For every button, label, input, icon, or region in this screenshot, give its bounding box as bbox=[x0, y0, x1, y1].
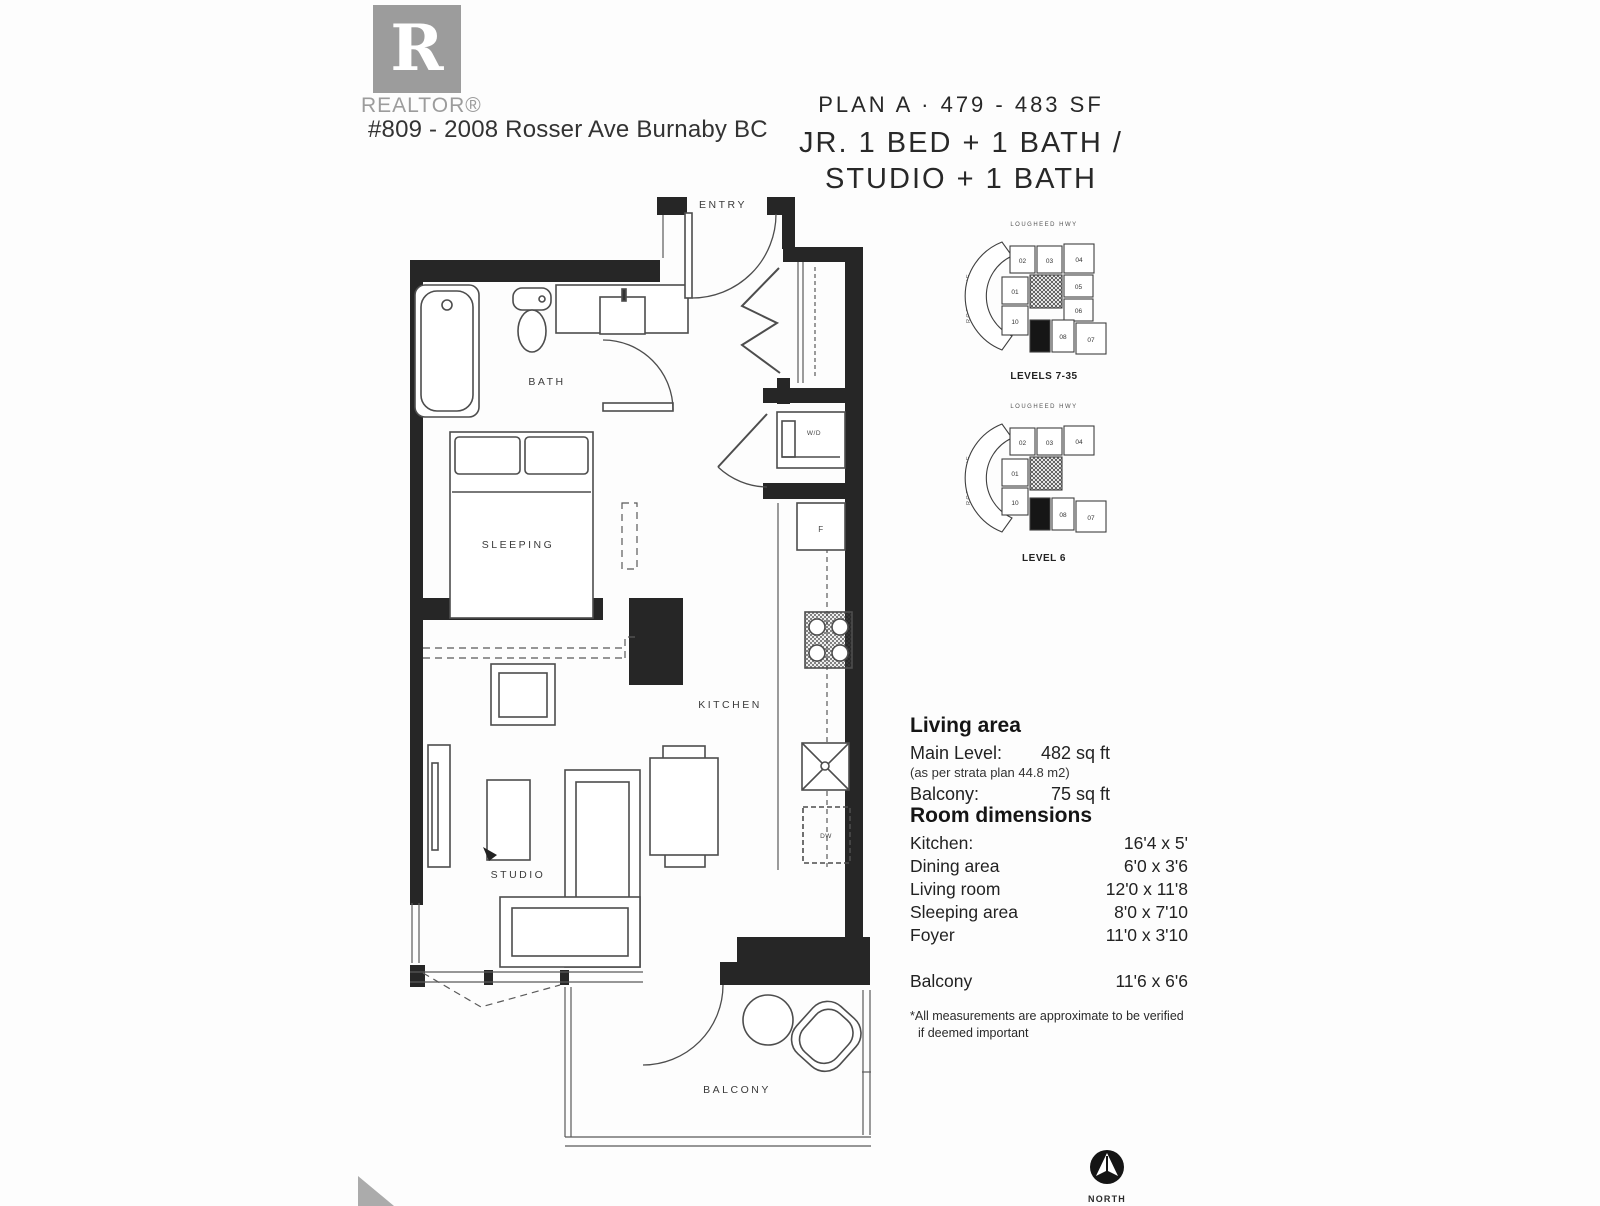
stove bbox=[805, 612, 852, 668]
bed bbox=[450, 432, 593, 618]
dishwasher-label: DW bbox=[820, 833, 832, 840]
building-outline bbox=[965, 424, 1106, 532]
elevator-core bbox=[1030, 457, 1062, 490]
main-level-value: 482 sq ft bbox=[1040, 743, 1110, 763]
main-level-row bbox=[910, 742, 1210, 764]
dimension-row-balcony: Balcony 11'6 x 6'6 bbox=[910, 971, 1188, 991]
floor-plan bbox=[385, 185, 885, 1170]
key-plan-levels-7-35 bbox=[958, 216, 1126, 390]
dimension-row-kitchen: Kitchen: 16'4 x 5' bbox=[910, 833, 1188, 853]
balcony-label: BALCONY bbox=[703, 1084, 771, 1096]
svg-text:08: 08 bbox=[1059, 334, 1067, 341]
realtor-logo bbox=[373, 5, 461, 93]
main-level-label: Main Level: bbox=[910, 743, 1003, 763]
key-plan-caption: LEVEL 6 bbox=[1022, 553, 1066, 564]
dining-table bbox=[650, 746, 718, 867]
dimension-row-living: Living room 12'0 x 11'8 bbox=[910, 879, 1188, 899]
bathtub bbox=[415, 285, 479, 417]
realtor-logo-letter: R bbox=[390, 11, 444, 86]
dimension-row-foyer: Foyer 11'0 x 3'10 bbox=[910, 925, 1188, 945]
balcony-table bbox=[743, 995, 793, 1045]
svg-text:07: 07 bbox=[1087, 515, 1095, 522]
listing-address: #809 - 2008 Rosser Ave Burnaby BC bbox=[368, 116, 768, 143]
armchair bbox=[487, 780, 530, 860]
tv-console bbox=[428, 745, 450, 867]
street-label-top: LOUGHEED HWY bbox=[1010, 222, 1078, 228]
svg-text:06: 06 bbox=[1074, 308, 1083, 315]
strata-note: (as per strata plan 44.8 m2) bbox=[910, 765, 1070, 780]
plan-title bbox=[793, 92, 1129, 197]
key-plan-level-6 bbox=[958, 398, 1126, 572]
north-label: NORTH bbox=[1088, 1194, 1126, 1203]
living-area-section bbox=[910, 714, 1210, 805]
living-area-heading: Living area bbox=[910, 714, 1021, 737]
side-table bbox=[491, 664, 555, 725]
svg-text:05: 05 bbox=[1074, 284, 1083, 291]
plan-title-line2: JR. 1 BED + 1 BATH / bbox=[799, 127, 1123, 159]
key-plan-caption: LEVELS 7-35 bbox=[1010, 371, 1078, 382]
balcony-door bbox=[643, 985, 723, 1065]
plan-title-line1: PLAN A · 479 - 483 SF bbox=[818, 92, 1104, 117]
balcony-area-value: 75 sq ft bbox=[1050, 784, 1110, 804]
balcony-area-label: Balcony: bbox=[910, 784, 980, 804]
svg-text:02: 02 bbox=[1018, 440, 1027, 447]
svg-text:01: 01 bbox=[1011, 471, 1019, 478]
disclaimer-line2: if deemed important bbox=[918, 1026, 1029, 1040]
measurements-disclaimer bbox=[910, 1008, 1220, 1042]
kitchen-label: KITCHEN bbox=[698, 699, 762, 711]
room-dimensions-section bbox=[910, 804, 1220, 1042]
kitchen-sink bbox=[802, 743, 849, 790]
north-compass bbox=[1085, 1147, 1129, 1203]
subject-unit-highlight bbox=[1030, 320, 1050, 352]
closet-bifold-doors bbox=[742, 268, 780, 373]
subject-unit-highlight bbox=[1030, 498, 1050, 530]
entry-label: ENTRY bbox=[699, 199, 747, 211]
washer-dryer-closet bbox=[718, 412, 845, 487]
bath-label: BATH bbox=[528, 376, 566, 388]
svg-text:04: 04 bbox=[1075, 257, 1083, 264]
dimension-row-sleeping: Sleeping area 8'0 x 7'10 bbox=[910, 902, 1188, 922]
balcony-area-row bbox=[910, 783, 1210, 805]
bathroom-door bbox=[603, 340, 673, 411]
bathroom-vanity-sink bbox=[556, 285, 688, 334]
sleeping-label: SLEEPING bbox=[481, 539, 555, 551]
balcony-chair bbox=[783, 993, 869, 1079]
room-dimensions-heading: Room dimensions bbox=[910, 804, 1093, 827]
toilet bbox=[513, 288, 551, 352]
svg-text:10: 10 bbox=[1011, 319, 1019, 326]
svg-text:08: 08 bbox=[1059, 512, 1067, 519]
elevator-core bbox=[1030, 275, 1062, 308]
disclaimer-line1: *All measurements are approximate to be verified bbox=[910, 1009, 1184, 1023]
building-outline bbox=[965, 242, 1106, 354]
svg-text:01: 01 bbox=[1011, 289, 1019, 296]
svg-text:04: 04 bbox=[1075, 439, 1083, 446]
plan-title-line3: STUDIO + 1 BATH bbox=[825, 163, 1097, 195]
svg-text:03: 03 bbox=[1045, 440, 1054, 447]
svg-text:03: 03 bbox=[1045, 258, 1054, 265]
svg-text:10: 10 bbox=[1011, 500, 1019, 507]
dimension-row-dining: Dining area 6'0 x 3'6 bbox=[910, 856, 1188, 876]
washer-dryer-label: W/D bbox=[806, 430, 822, 437]
realtor-wordmark: REALTOR® bbox=[361, 94, 482, 117]
studio-label: STUDIO bbox=[490, 869, 546, 881]
scan-artifact-wedge bbox=[358, 1176, 394, 1206]
fridge-label: F bbox=[818, 525, 824, 534]
street-label-top: LOUGHEED HWY bbox=[1010, 404, 1078, 410]
svg-text:02: 02 bbox=[1018, 258, 1027, 265]
svg-text:07: 07 bbox=[1087, 337, 1095, 344]
